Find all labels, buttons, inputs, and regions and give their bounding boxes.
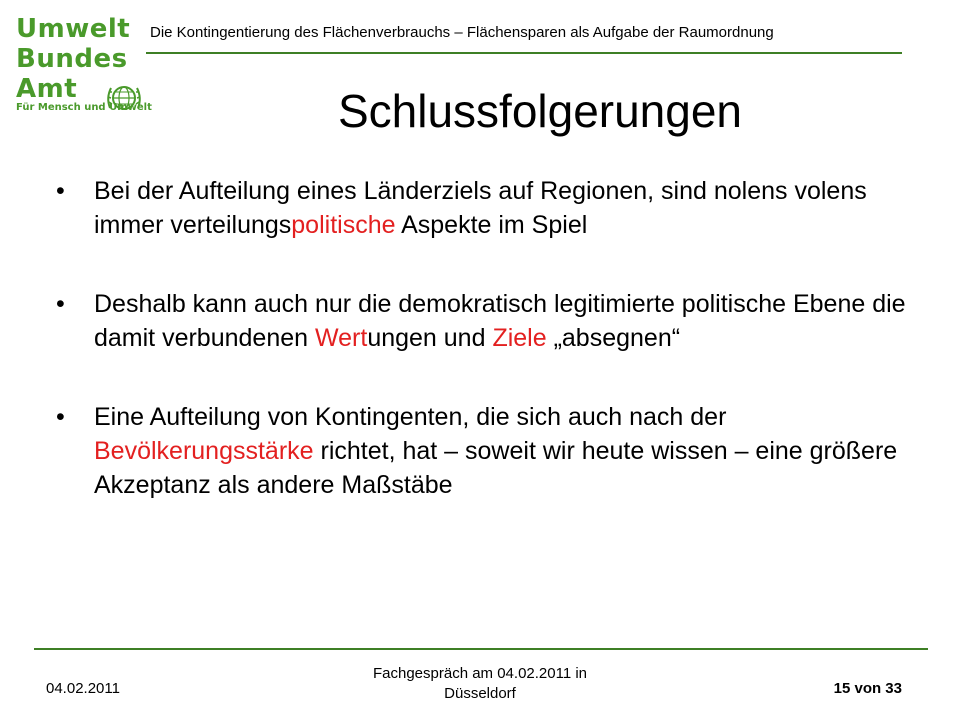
highlight-wert: Wert <box>314 324 368 352</box>
uba-logo <box>16 14 152 126</box>
bullet-item <box>56 174 916 242</box>
bullet-text: Deshalb kann auch nur die demokratisch legitimierte politische Ebene die damit verbundenen Wertungen und Ziele „absegnen“ <box>94 290 906 352</box>
presentation-header: Die Kontingentierung des Flächenverbrauchs – Flächensparen als Aufgabe der Raumordnung <box>150 24 774 41</box>
footer-event <box>330 664 630 704</box>
bullet-text: Bei der Aufteilung eines Länderziels auf Regionen, sind nolens volens immer verteilungspolitische Aspekte im Spiel <box>94 177 867 239</box>
footer-divider <box>34 648 928 650</box>
bullet-text: Eine Aufteilung von Kontingenten, die sich auch nach der Bevölkerungsstärke richtet, hat – soweit wir heute wissen – eine größere Akzeptanz als andere Maßstäbe <box>94 403 898 499</box>
highlight-politische: politische <box>291 211 396 239</box>
bullet-marker: • <box>56 403 65 431</box>
bullet-list <box>56 174 916 502</box>
highlight-ziele: Ziele <box>492 324 547 352</box>
slide-title: Schlussfolgerungen <box>337 85 743 137</box>
bullet-marker: • <box>56 177 65 205</box>
header-divider <box>146 52 902 54</box>
logo-tagline: Für Mensch und Umwelt <box>16 102 152 113</box>
bullet-item <box>56 400 916 502</box>
footer-event-line2: Düsseldorf <box>444 685 516 702</box>
logo-line-bundes: Bundes <box>16 44 128 74</box>
footer-event-line1: Fachgespräch am 04.02.2011 in <box>372 665 588 682</box>
highlight-bevoelkerungsstaerke: Bevölkerungsstärke <box>94 437 314 465</box>
bullet-marker: • <box>56 290 65 318</box>
footer-date: 04.02.2011 <box>46 680 120 697</box>
logo-line-umwelt: Umwelt <box>16 14 131 44</box>
bullet-item <box>56 287 916 355</box>
page-number: 15 von 33 <box>833 680 902 697</box>
logo-line-amt: Amt <box>16 74 78 104</box>
un-globe-emblem-icon <box>104 78 144 118</box>
